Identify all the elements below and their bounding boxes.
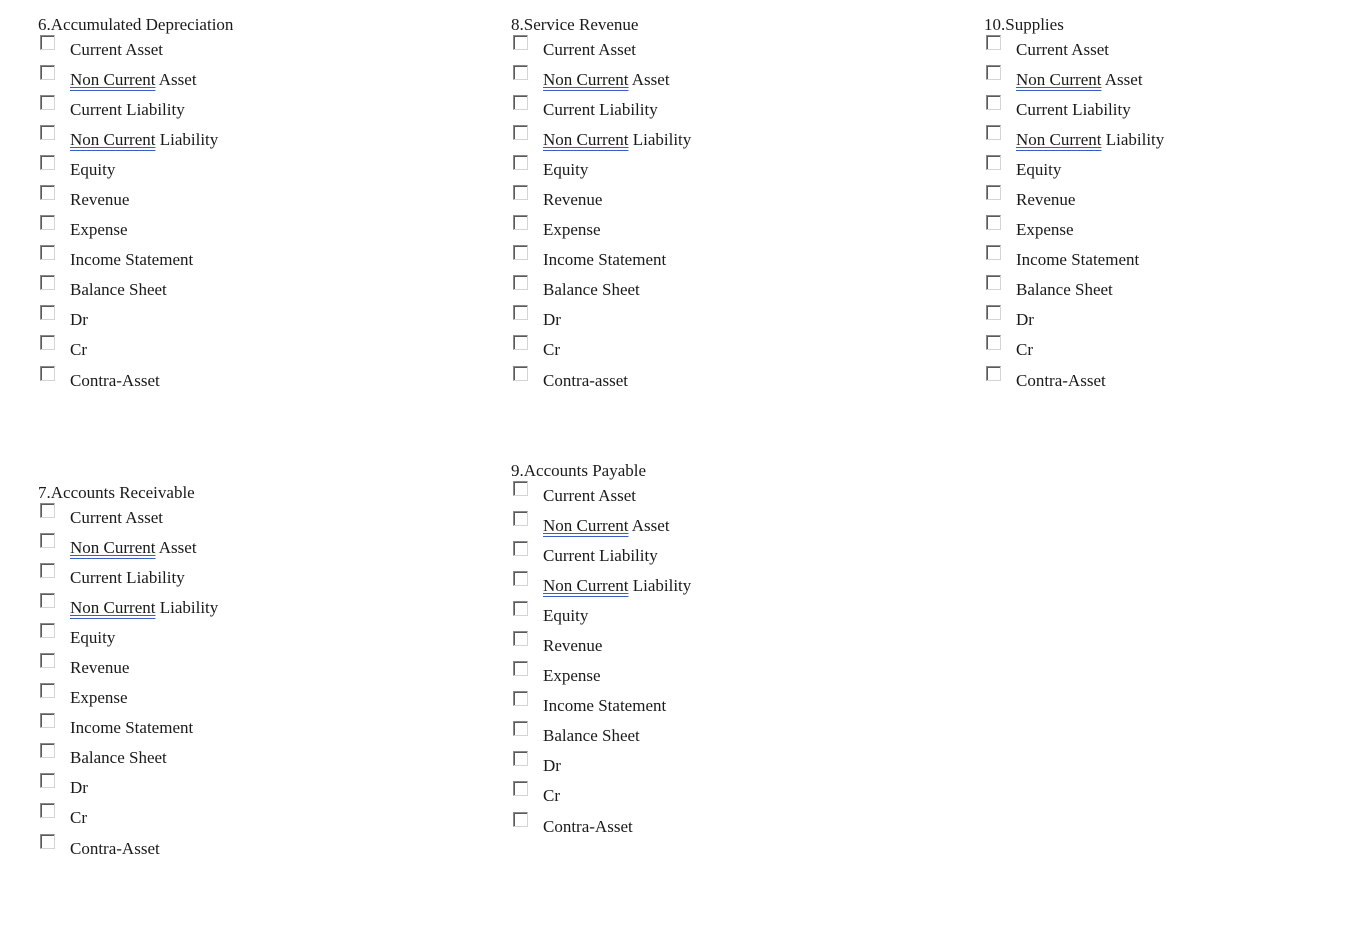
option-label — [543, 220, 601, 240]
option-label — [1016, 371, 1106, 391]
option-row[interactable] — [38, 623, 458, 653]
checkbox[interactable] — [513, 511, 528, 526]
option-label — [70, 160, 115, 180]
option-text: Liability — [155, 130, 219, 149]
question-title: 8.Service Revenue — [511, 15, 639, 34]
checkbox[interactable] — [513, 125, 528, 140]
option-label — [1016, 250, 1139, 270]
question-title: 7.Accounts Receivable — [38, 483, 195, 502]
option-row[interactable] — [38, 653, 458, 683]
checkbox[interactable] — [513, 366, 528, 381]
option-list — [38, 503, 458, 863]
option-text: Income Statement — [543, 696, 667, 715]
option-label — [543, 100, 658, 120]
option-text: Income Statement — [70, 718, 194, 737]
checkbox[interactable] — [40, 503, 55, 518]
option-label — [543, 666, 601, 686]
option-text: Liability — [1101, 130, 1165, 149]
option-text: Expense — [70, 220, 128, 239]
checkbox[interactable] — [986, 95, 1001, 110]
option-row[interactable] — [38, 185, 458, 215]
spellcheck-mark: Non Current — [1016, 70, 1102, 89]
option-row[interactable] — [511, 811, 931, 841]
checkbox[interactable] — [513, 812, 528, 827]
checkbox[interactable] — [40, 335, 55, 350]
checkbox[interactable] — [986, 125, 1001, 140]
option-row[interactable] — [984, 185, 1348, 215]
option-text: Balance Sheet — [70, 748, 167, 767]
option-text: Revenue — [70, 658, 130, 677]
checkbox[interactable] — [986, 245, 1001, 260]
option-row[interactable] — [38, 743, 458, 773]
option-row[interactable] — [984, 65, 1348, 95]
option-label — [543, 696, 666, 716]
option-text: Revenue — [543, 636, 603, 655]
option-row[interactable] — [511, 275, 931, 305]
option-text: Income Statement — [70, 250, 194, 269]
option-text: Dr — [70, 310, 88, 329]
checkbox[interactable] — [40, 305, 55, 320]
option-row[interactable] — [38, 125, 458, 155]
option-row[interactable] — [511, 661, 931, 691]
option-row[interactable] — [511, 511, 931, 541]
option-label — [1016, 160, 1061, 180]
option-label — [70, 688, 128, 708]
option-label — [1016, 100, 1131, 120]
checkbox[interactable] — [513, 335, 528, 350]
option-text: Expense — [543, 220, 601, 239]
checkbox[interactable] — [513, 95, 528, 110]
option-text: Asset — [628, 70, 670, 89]
option-label — [70, 628, 115, 648]
option-row[interactable] — [511, 155, 931, 185]
option-row[interactable] — [38, 683, 458, 713]
checkbox[interactable] — [513, 721, 528, 736]
option-row[interactable] — [511, 751, 931, 781]
option-label — [70, 340, 87, 360]
option-row[interactable] — [511, 601, 931, 631]
option-text: Equity — [70, 628, 116, 647]
option-text: Balance Sheet — [543, 280, 640, 299]
option-text: Income Statement — [543, 250, 667, 269]
checkbox[interactable] — [40, 215, 55, 230]
option-text: Contra-asset — [543, 371, 628, 390]
question-title: 10.Supplies — [984, 15, 1064, 34]
option-row[interactable] — [38, 305, 458, 335]
checkbox[interactable] — [986, 155, 1001, 170]
checkbox[interactable] — [40, 35, 55, 50]
option-text: Dr — [543, 310, 561, 329]
option-text: Current Asset — [543, 486, 637, 505]
option-label — [70, 598, 218, 618]
option-row[interactable] — [511, 125, 931, 155]
checkbox[interactable] — [40, 773, 55, 788]
question-6 — [38, 15, 458, 395]
option-row[interactable] — [38, 503, 458, 533]
checkbox[interactable] — [986, 275, 1001, 290]
option-row[interactable] — [38, 65, 458, 95]
option-row[interactable] — [38, 533, 458, 563]
option-label — [543, 160, 588, 180]
option-label — [1016, 220, 1074, 240]
question-10 — [984, 15, 1348, 395]
spellcheck-mark: Non Current — [70, 598, 156, 617]
option-row[interactable] — [511, 245, 931, 275]
option-row[interactable] — [984, 215, 1348, 245]
option-row[interactable] — [984, 335, 1348, 365]
checkbox[interactable] — [513, 155, 528, 170]
option-label — [543, 250, 666, 270]
checkbox[interactable] — [40, 366, 55, 381]
checkbox[interactable] — [986, 305, 1001, 320]
option-label — [70, 538, 197, 558]
option-list — [984, 35, 1348, 395]
spellcheck-mark: Non Current — [543, 130, 629, 149]
option-row[interactable] — [38, 365, 458, 395]
option-text: Current Liability — [543, 100, 658, 119]
option-text: Cr — [543, 340, 560, 359]
option-list — [511, 481, 931, 841]
checkbox[interactable] — [40, 834, 55, 849]
option-label — [1016, 280, 1113, 300]
option-text: Revenue — [70, 190, 130, 209]
option-row[interactable] — [984, 125, 1348, 155]
option-row[interactable] — [511, 335, 931, 365]
checkbox[interactable] — [40, 623, 55, 638]
option-text: Cr — [70, 808, 87, 827]
option-label — [70, 250, 193, 270]
option-text: Dr — [70, 778, 88, 797]
option-label — [70, 280, 167, 300]
option-row[interactable] — [38, 833, 458, 863]
checkbox[interactable] — [40, 65, 55, 80]
option-text: Equity — [1016, 160, 1062, 179]
option-text: Expense — [543, 666, 601, 685]
question-8 — [511, 15, 931, 395]
option-text: Liability — [628, 576, 692, 595]
option-text: Expense — [1016, 220, 1074, 239]
option-label — [543, 606, 588, 626]
option-label — [543, 371, 628, 391]
checkbox[interactable] — [40, 275, 55, 290]
option-label — [543, 786, 560, 806]
option-label — [543, 516, 670, 536]
option-row[interactable] — [984, 275, 1348, 305]
checkbox[interactable] — [513, 245, 528, 260]
option-text: Balance Sheet — [543, 726, 640, 745]
option-label — [1016, 190, 1075, 210]
checkbox[interactable] — [40, 683, 55, 698]
option-row[interactable] — [511, 215, 931, 245]
option-label — [70, 310, 88, 330]
option-label — [70, 371, 160, 391]
option-text: Current Asset — [1016, 40, 1110, 59]
checkbox[interactable] — [40, 563, 55, 578]
option-text: Equity — [543, 160, 589, 179]
checkbox[interactable] — [513, 751, 528, 766]
checkbox[interactable] — [513, 185, 528, 200]
checkbox[interactable] — [513, 65, 528, 80]
checkbox[interactable] — [40, 533, 55, 548]
option-label — [1016, 70, 1143, 90]
option-row[interactable] — [38, 335, 458, 365]
option-label — [543, 340, 560, 360]
option-row[interactable] — [511, 365, 931, 395]
option-text: Equity — [543, 606, 589, 625]
option-text: Asset — [628, 516, 670, 535]
option-row[interactable] — [511, 35, 931, 65]
option-label — [1016, 40, 1109, 60]
option-label — [543, 130, 691, 150]
checkbox[interactable] — [986, 35, 1001, 50]
spellcheck-mark: Non Current — [543, 516, 629, 535]
checkbox[interactable] — [513, 661, 528, 676]
option-row[interactable] — [511, 721, 931, 751]
checkbox[interactable] — [513, 571, 528, 586]
option-text: Dr — [1016, 310, 1034, 329]
option-text: Cr — [543, 786, 560, 805]
option-label — [543, 70, 670, 90]
option-text: Current Asset — [543, 40, 637, 59]
option-label — [70, 40, 163, 60]
option-text: Cr — [1016, 340, 1033, 359]
spellcheck-mark: Non Current — [70, 538, 156, 557]
option-label — [543, 310, 561, 330]
option-row[interactable] — [38, 95, 458, 125]
option-row[interactable] — [984, 155, 1348, 185]
option-row[interactable] — [38, 713, 458, 743]
option-label — [70, 130, 218, 150]
option-text: Contra-Asset — [1016, 371, 1106, 390]
option-label — [70, 839, 160, 859]
option-label — [70, 220, 128, 240]
option-row[interactable] — [511, 571, 931, 601]
option-text: Current Asset — [70, 508, 164, 527]
option-row[interactable] — [38, 563, 458, 593]
option-label — [543, 576, 691, 596]
checkbox[interactable] — [40, 125, 55, 140]
option-row[interactable] — [984, 305, 1348, 335]
option-label — [543, 280, 640, 300]
option-row[interactable] — [38, 275, 458, 305]
option-text: Balance Sheet — [1016, 280, 1113, 299]
checkbox[interactable] — [40, 713, 55, 728]
option-label — [543, 190, 602, 210]
option-text: Asset — [155, 538, 197, 557]
option-row[interactable] — [38, 593, 458, 623]
option-text: Income Statement — [1016, 250, 1140, 269]
option-text: Equity — [70, 160, 116, 179]
option-list — [511, 35, 931, 395]
option-text: Contra-Asset — [70, 371, 160, 390]
spellcheck-mark: Non Current — [1016, 130, 1102, 149]
option-row[interactable] — [511, 631, 931, 661]
option-text: Revenue — [1016, 190, 1076, 209]
option-row[interactable] — [511, 541, 931, 571]
checkbox[interactable] — [513, 35, 528, 50]
option-row[interactable] — [984, 35, 1348, 65]
option-row[interactable] — [511, 305, 931, 335]
checkbox[interactable] — [513, 601, 528, 616]
option-text: Balance Sheet — [70, 280, 167, 299]
option-row[interactable] — [511, 65, 931, 95]
option-label — [70, 568, 185, 588]
checkbox[interactable] — [40, 245, 55, 260]
option-text: Dr — [543, 756, 561, 775]
option-text: Liability — [628, 130, 692, 149]
option-text: Current Asset — [70, 40, 164, 59]
option-label — [70, 70, 197, 90]
option-list — [38, 35, 458, 395]
checkbox[interactable] — [986, 335, 1001, 350]
checkbox[interactable] — [40, 185, 55, 200]
option-text: Asset — [155, 70, 197, 89]
checkbox[interactable] — [40, 653, 55, 668]
option-text: Liability — [155, 598, 219, 617]
option-row[interactable] — [511, 691, 931, 721]
option-label — [70, 508, 163, 528]
option-label — [70, 100, 185, 120]
option-row[interactable] — [511, 95, 931, 125]
question-title: 6.Accumulated Depreciation — [38, 15, 234, 34]
checkbox[interactable] — [513, 275, 528, 290]
checkbox[interactable] — [513, 691, 528, 706]
option-label — [70, 190, 129, 210]
checkbox[interactable] — [513, 305, 528, 320]
checkbox[interactable] — [986, 366, 1001, 381]
option-row[interactable] — [511, 781, 931, 811]
spellcheck-mark: Non Current — [543, 576, 629, 595]
checkbox[interactable] — [513, 215, 528, 230]
option-label — [70, 808, 87, 828]
option-label — [543, 636, 602, 656]
checkbox[interactable] — [40, 155, 55, 170]
option-label — [70, 718, 193, 738]
checkbox[interactable] — [40, 803, 55, 818]
option-row[interactable] — [511, 481, 931, 511]
option-row[interactable] — [38, 155, 458, 185]
option-text: Contra-Asset — [543, 817, 633, 836]
option-row[interactable] — [38, 215, 458, 245]
checkbox[interactable] — [513, 631, 528, 646]
option-row[interactable] — [984, 365, 1348, 395]
option-text: Revenue — [543, 190, 603, 209]
spellcheck-mark: Non Current — [543, 70, 629, 89]
option-label — [543, 756, 561, 776]
option-row[interactable] — [38, 35, 458, 65]
option-label — [1016, 340, 1033, 360]
checkbox[interactable] — [986, 185, 1001, 200]
option-label — [1016, 310, 1034, 330]
option-label — [543, 726, 640, 746]
option-text: Cr — [70, 340, 87, 359]
option-label — [543, 40, 636, 60]
checkbox[interactable] — [986, 65, 1001, 80]
checkbox[interactable] — [513, 541, 528, 556]
checkbox[interactable] — [40, 743, 55, 758]
option-row[interactable] — [38, 803, 458, 833]
option-text: Expense — [70, 688, 128, 707]
checkbox[interactable] — [513, 481, 528, 496]
option-label — [1016, 130, 1164, 150]
option-label — [543, 817, 633, 837]
question-title: 9.Accounts Payable — [511, 461, 647, 480]
option-label — [70, 778, 88, 798]
question-9 — [511, 461, 931, 841]
option-row[interactable] — [984, 245, 1348, 275]
checkbox[interactable] — [513, 781, 528, 796]
option-row[interactable] — [511, 185, 931, 215]
option-label — [543, 486, 636, 506]
option-text: Contra-Asset — [70, 839, 160, 858]
option-text: Current Liability — [1016, 100, 1131, 119]
checkbox[interactable] — [986, 215, 1001, 230]
option-row[interactable] — [38, 773, 458, 803]
option-label — [70, 748, 167, 768]
spellcheck-mark: Non Current — [70, 130, 156, 149]
spellcheck-mark: Non Current — [70, 70, 156, 89]
option-text: Asset — [1101, 70, 1143, 89]
option-label — [70, 658, 129, 678]
checkbox[interactable] — [40, 95, 55, 110]
option-label — [543, 546, 658, 566]
question-7 — [38, 483, 458, 863]
option-text: Current Liability — [70, 100, 185, 119]
option-row[interactable] — [984, 95, 1348, 125]
option-text: Current Liability — [543, 546, 658, 565]
option-row[interactable] — [38, 245, 458, 275]
option-text: Current Liability — [70, 568, 185, 587]
checkbox[interactable] — [40, 593, 55, 608]
